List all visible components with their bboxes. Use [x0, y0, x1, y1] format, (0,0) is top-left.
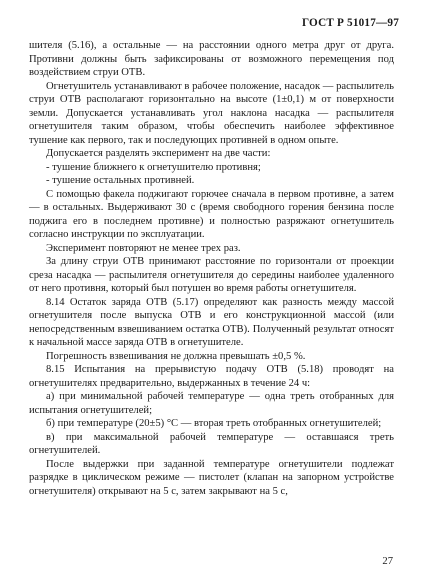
body-text [29, 39, 394, 498]
section-8-15: 8.15 Испытания на прерывистую подачу ОТВ (5.18) проводят на огнетушителях предварительно, выдержанных в течение 24 ч: [29, 364, 394, 389]
page-number: 27 [382, 556, 393, 567]
paragraph: Эксперимент повторяют не менее трех раз. [46, 242, 241, 254]
paragraph: Допускается разделять эксперимент на две части: [46, 148, 271, 159]
paragraph: Огнетушитель устанавливают в рабочее положение, насадок — распылитель струи ОТВ располагают горизонтально на высоте (1±0,1) м от поверхности земли. Допускается устанавливать угол наклона насадка — распылителя огнетушителя таким образом, чтобы обеспечить наиболее эффективное тушение как первого, так и последующих противней в одном опыте. [29, 80, 394, 146]
paragraph: Погрешность взвешивания не должна превышать ±0,5 %. [46, 350, 306, 362]
list-item: - тушение остальных противней. [46, 175, 195, 186]
paragraph: шителя (5.16), а остальные — на расстоянии одного метра друг от друга. Противни должны быть зафиксированы от возможного перемещения под воздействием струи ОТВ. [29, 40, 394, 78]
standard-header: ГОСТ Р 51017—97 [302, 17, 399, 29]
list-item: в) при максимальной рабочей температуре — оставшаяся треть огнетушителей. [29, 431, 394, 456]
paragraph: С помощью факела поджигают горючее сначала в первом противне, а затем — в остальных. Выдерживают 30 с (время свободного горения бензина после поджига его в последнем противне) и полностью разряжают огнетушитель согласно инструкции по эксплуатации. [29, 188, 394, 240]
list-item: - тушение ближнего к огнетушителю противня; [46, 161, 261, 173]
paragraph: После выдержки при заданной температуре огнетушители подлежат разрядке в циклическом режиме — пистолет (клапан на запорном устройстве огнетушителя) открывают на 5 с, затем закрывают на 5 с, [29, 458, 394, 497]
list-item: б) при температуре (20±5) °С — вторая треть отобранных огнетушителей; [46, 418, 382, 429]
list-item: а) при минимальной рабочей температуре — одна треть отобранных для испытания огнетушителей; [29, 391, 394, 416]
section-8-14: 8.14 Остаток заряда ОТВ (5.17) определяют как разность между массой огнетушителя после выпуска ОТВ и его конструкционной массой (или непосредственным взвешиванием остатка ОТВ). Полученный результат относят к начальной массе заряда ОТВ в огнетушителе. [29, 296, 394, 348]
paragraph: За длину струи ОТВ принимают расстояние по горизонтали от проекции среза насадка — распылителя огнетушителя до середины наиболее удаленного от него противня, который был потушен во время работы огнетушителя. [29, 256, 394, 294]
